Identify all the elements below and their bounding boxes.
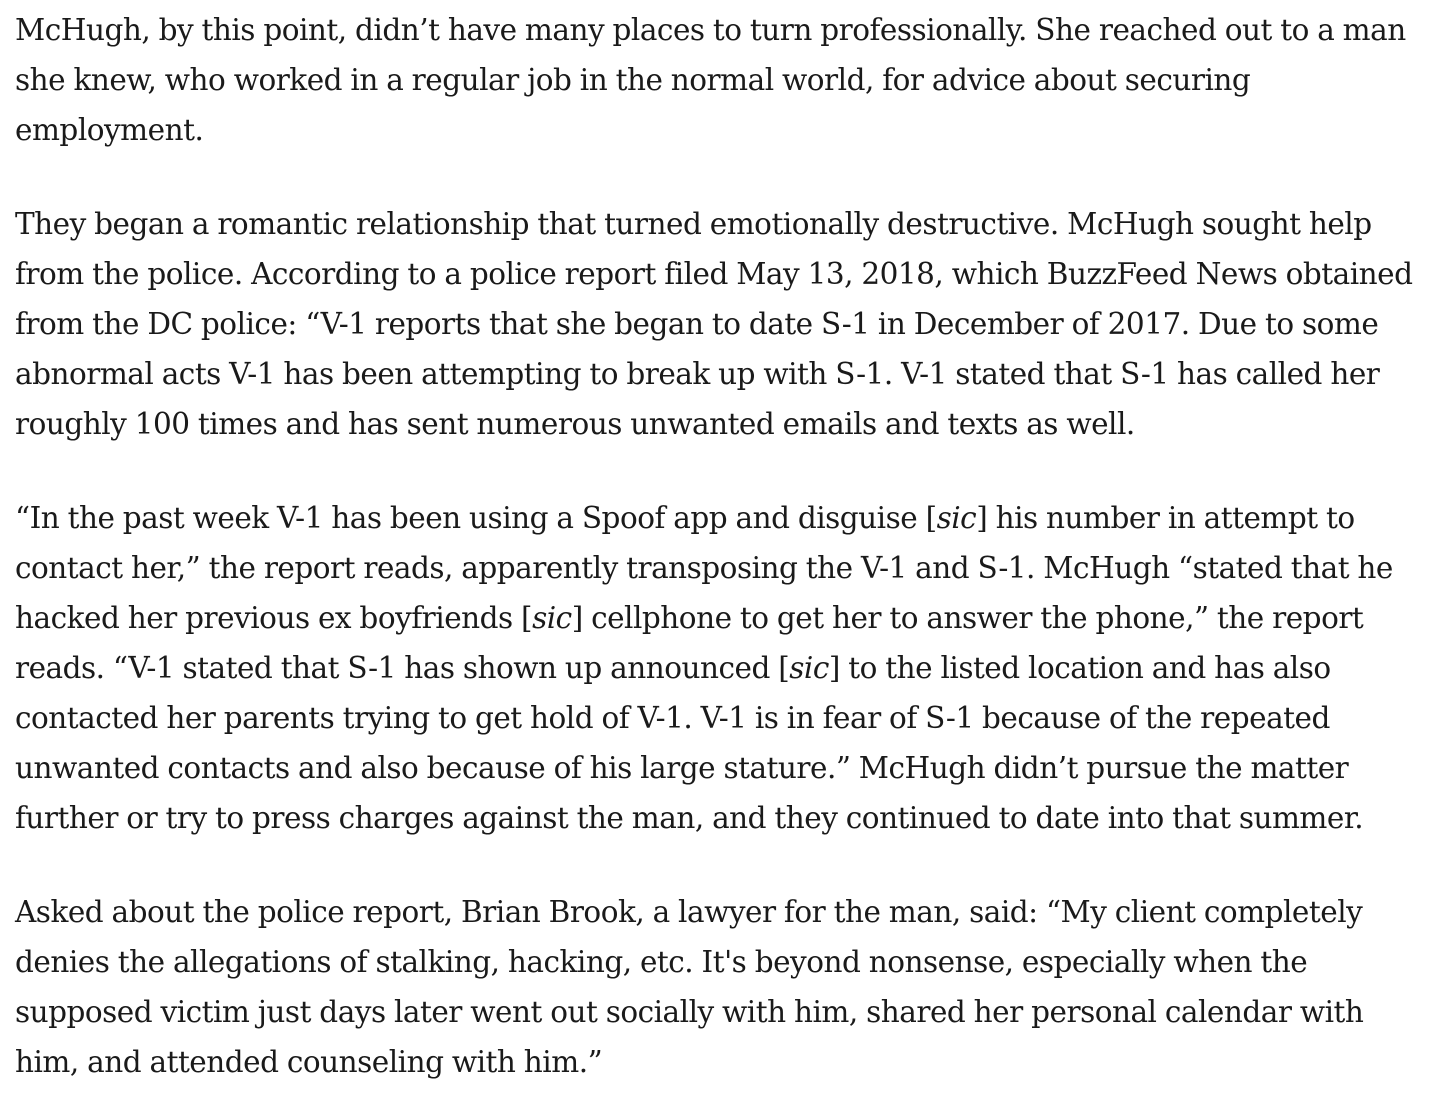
paragraph-text: ] cellphone to get her to answer the phone,” the report reads. “V-1 stated that S-1 has shown up announced [ xyxy=(15,601,1364,685)
paragraph-text: Asked about the police report, Brian Brook, a lawyer for the man, said: “My client completely denies the allegations of stalking, hacking, etc. It's beyond nonsense, especially when the supposed victim just days later went out socially with him, shared her personal calendar with him, and attended counseling with him.” xyxy=(15,895,1364,1079)
paragraph-lawyer-response xyxy=(15,887,1435,1087)
sic-annotation: sic xyxy=(532,601,572,635)
sic-annotation: sic xyxy=(936,501,977,535)
sic-annotation: sic xyxy=(789,651,829,685)
paragraph-text: They began a romantic relationship that turned emotionally destructive. McHugh sought help from the police. According to a police report filed May 13, 2018, which BuzzFeed News obtained from the DC police: “V-1 reports that she began to date S-1 in December of 2017. Due to some abnormal acts V-1 has been attempting to break up with S-1. V-1 stated that S-1 has called her roughly 100 times and has sent numerous unwanted emails and texts as well. xyxy=(15,207,1413,441)
paragraph-police-report xyxy=(15,199,1435,449)
paragraph-text: ] to the listed location and has also contacted her parents trying to get hold of V-1. V-1 is in fear of S-1 because of the repeated unwanted contacts and also because of his large stature.” McHugh didn’t pursue the matter further or try to press charges against the man, and they continued to date into that summer. xyxy=(15,651,1364,835)
paragraph-text: “In the past week V-1 has been using a Spoof app and disguise [ xyxy=(15,501,937,535)
paragraph-text: McHugh, by this point, didn’t have many places to turn professionally. She reached out to a man she knew, who worked in a regular job in the normal world, for advice about securing employment. xyxy=(15,13,1406,147)
paragraph-report-quote xyxy=(15,493,1435,843)
paragraph-text: ] his number in attempt to contact her,” the report reads, apparently transposing the V-1 and S-1. McHugh “stated that he hacked her previous ex boyfriends [ xyxy=(15,501,1393,635)
article-body xyxy=(15,5,1435,1087)
paragraph-employment xyxy=(15,5,1435,155)
